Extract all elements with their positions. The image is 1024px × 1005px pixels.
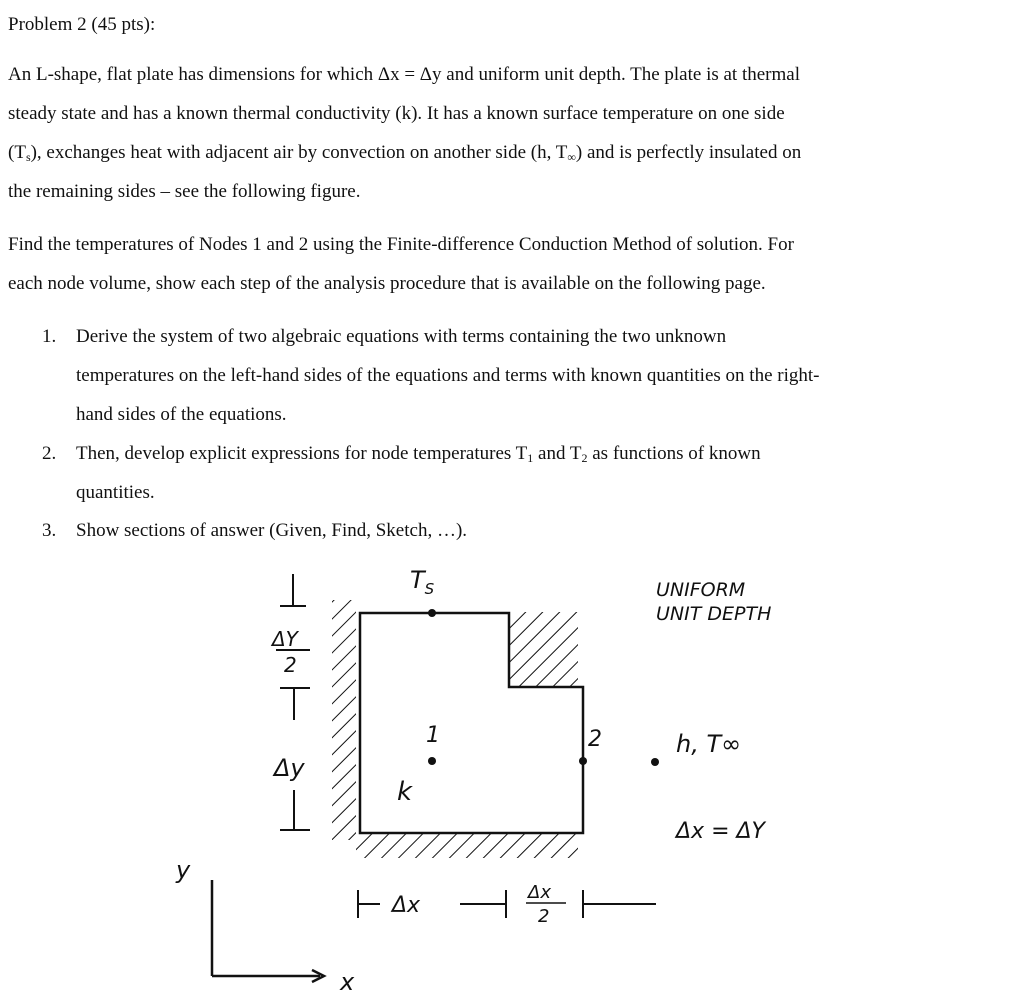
uniform-label: UNIFORM — [656, 579, 746, 601]
dy-half-bottom-label: 2 — [284, 653, 297, 677]
node-1-label: 1 — [426, 723, 440, 748]
node-1 — [428, 757, 436, 765]
dy-label: Δy — [274, 754, 305, 782]
dy-half-top-label: ΔY — [272, 627, 298, 651]
para2-line-2: each node volume, show each step of the analysis procedure that is available on the following page. — [8, 273, 766, 294]
list-item-2-line-1: Then, develop explicit expressions for node temperatures $T_1$ and $T_2$ as functions of known — [76, 443, 761, 465]
dx-half-top-label: Δx — [528, 882, 551, 903]
para1-line-4: the remaining sides – see the following figure. — [8, 181, 361, 202]
para1-line-2: steady state and has a known thermal conductivity (k). It has a known surface temperature on one side — [8, 103, 785, 124]
air-point — [651, 758, 659, 766]
ts-label: $T_S$ — [410, 566, 435, 598]
dx-equals-dy-label: Δx = ΔY — [676, 819, 765, 844]
list-item-3-line-1: Show sections of answer (Given, Find, Sketch, …). — [76, 520, 468, 541]
node-2-label: 2 — [588, 727, 602, 752]
node-top — [428, 609, 436, 617]
bottom-insulation-hatch — [356, 834, 578, 858]
coordinate-axes — [212, 880, 324, 982]
left-insulation-hatch — [332, 600, 356, 840]
unit-depth-label: UNIT DEPTH — [656, 603, 772, 625]
problem-title: Problem 2 (45 pts): — [8, 14, 156, 35]
dx-half-bottom-label: 2 — [538, 906, 550, 927]
axis-x-label: x — [340, 968, 355, 996]
dx-label: Δx — [392, 893, 421, 918]
list-number-1: 1. — [42, 326, 57, 347]
vertical-dimension — [276, 574, 310, 830]
list-item-1-line-3: hand sides of the equations. — [76, 404, 287, 425]
para1-line-3: $(T_s)$, exchanges heat with adjacent air by convection on another side (h, $T_\infty$) and is perfectly insulated on — [8, 142, 802, 164]
notch-insulation-hatch — [508, 612, 578, 686]
h-tinf-label: h, T∞ — [676, 730, 742, 758]
list-number-2: 2. — [42, 443, 57, 464]
para2-line-1: Find the temperatures of Nodes 1 and 2 using the Finite-difference Conduction Method of solution. For — [8, 234, 794, 255]
list-item-1-line-2: temperatures on the left-hand sides of the equations and terms with known quantities on the right- — [76, 365, 820, 386]
axis-y-label: y — [176, 856, 191, 884]
list-number-3: 3. — [42, 520, 57, 541]
node-2 — [579, 757, 587, 765]
para1-line-1: An L-shape, flat plate has dimensions for which Δx = Δy and uniform unit depth. The plate is at thermal — [8, 64, 800, 85]
list-item-2-line-2: quantities. — [76, 482, 155, 503]
k-label: k — [397, 777, 413, 807]
list-item-1-line-1: Derive the system of two algebraic equations with terms containing the two unknown — [76, 326, 727, 347]
